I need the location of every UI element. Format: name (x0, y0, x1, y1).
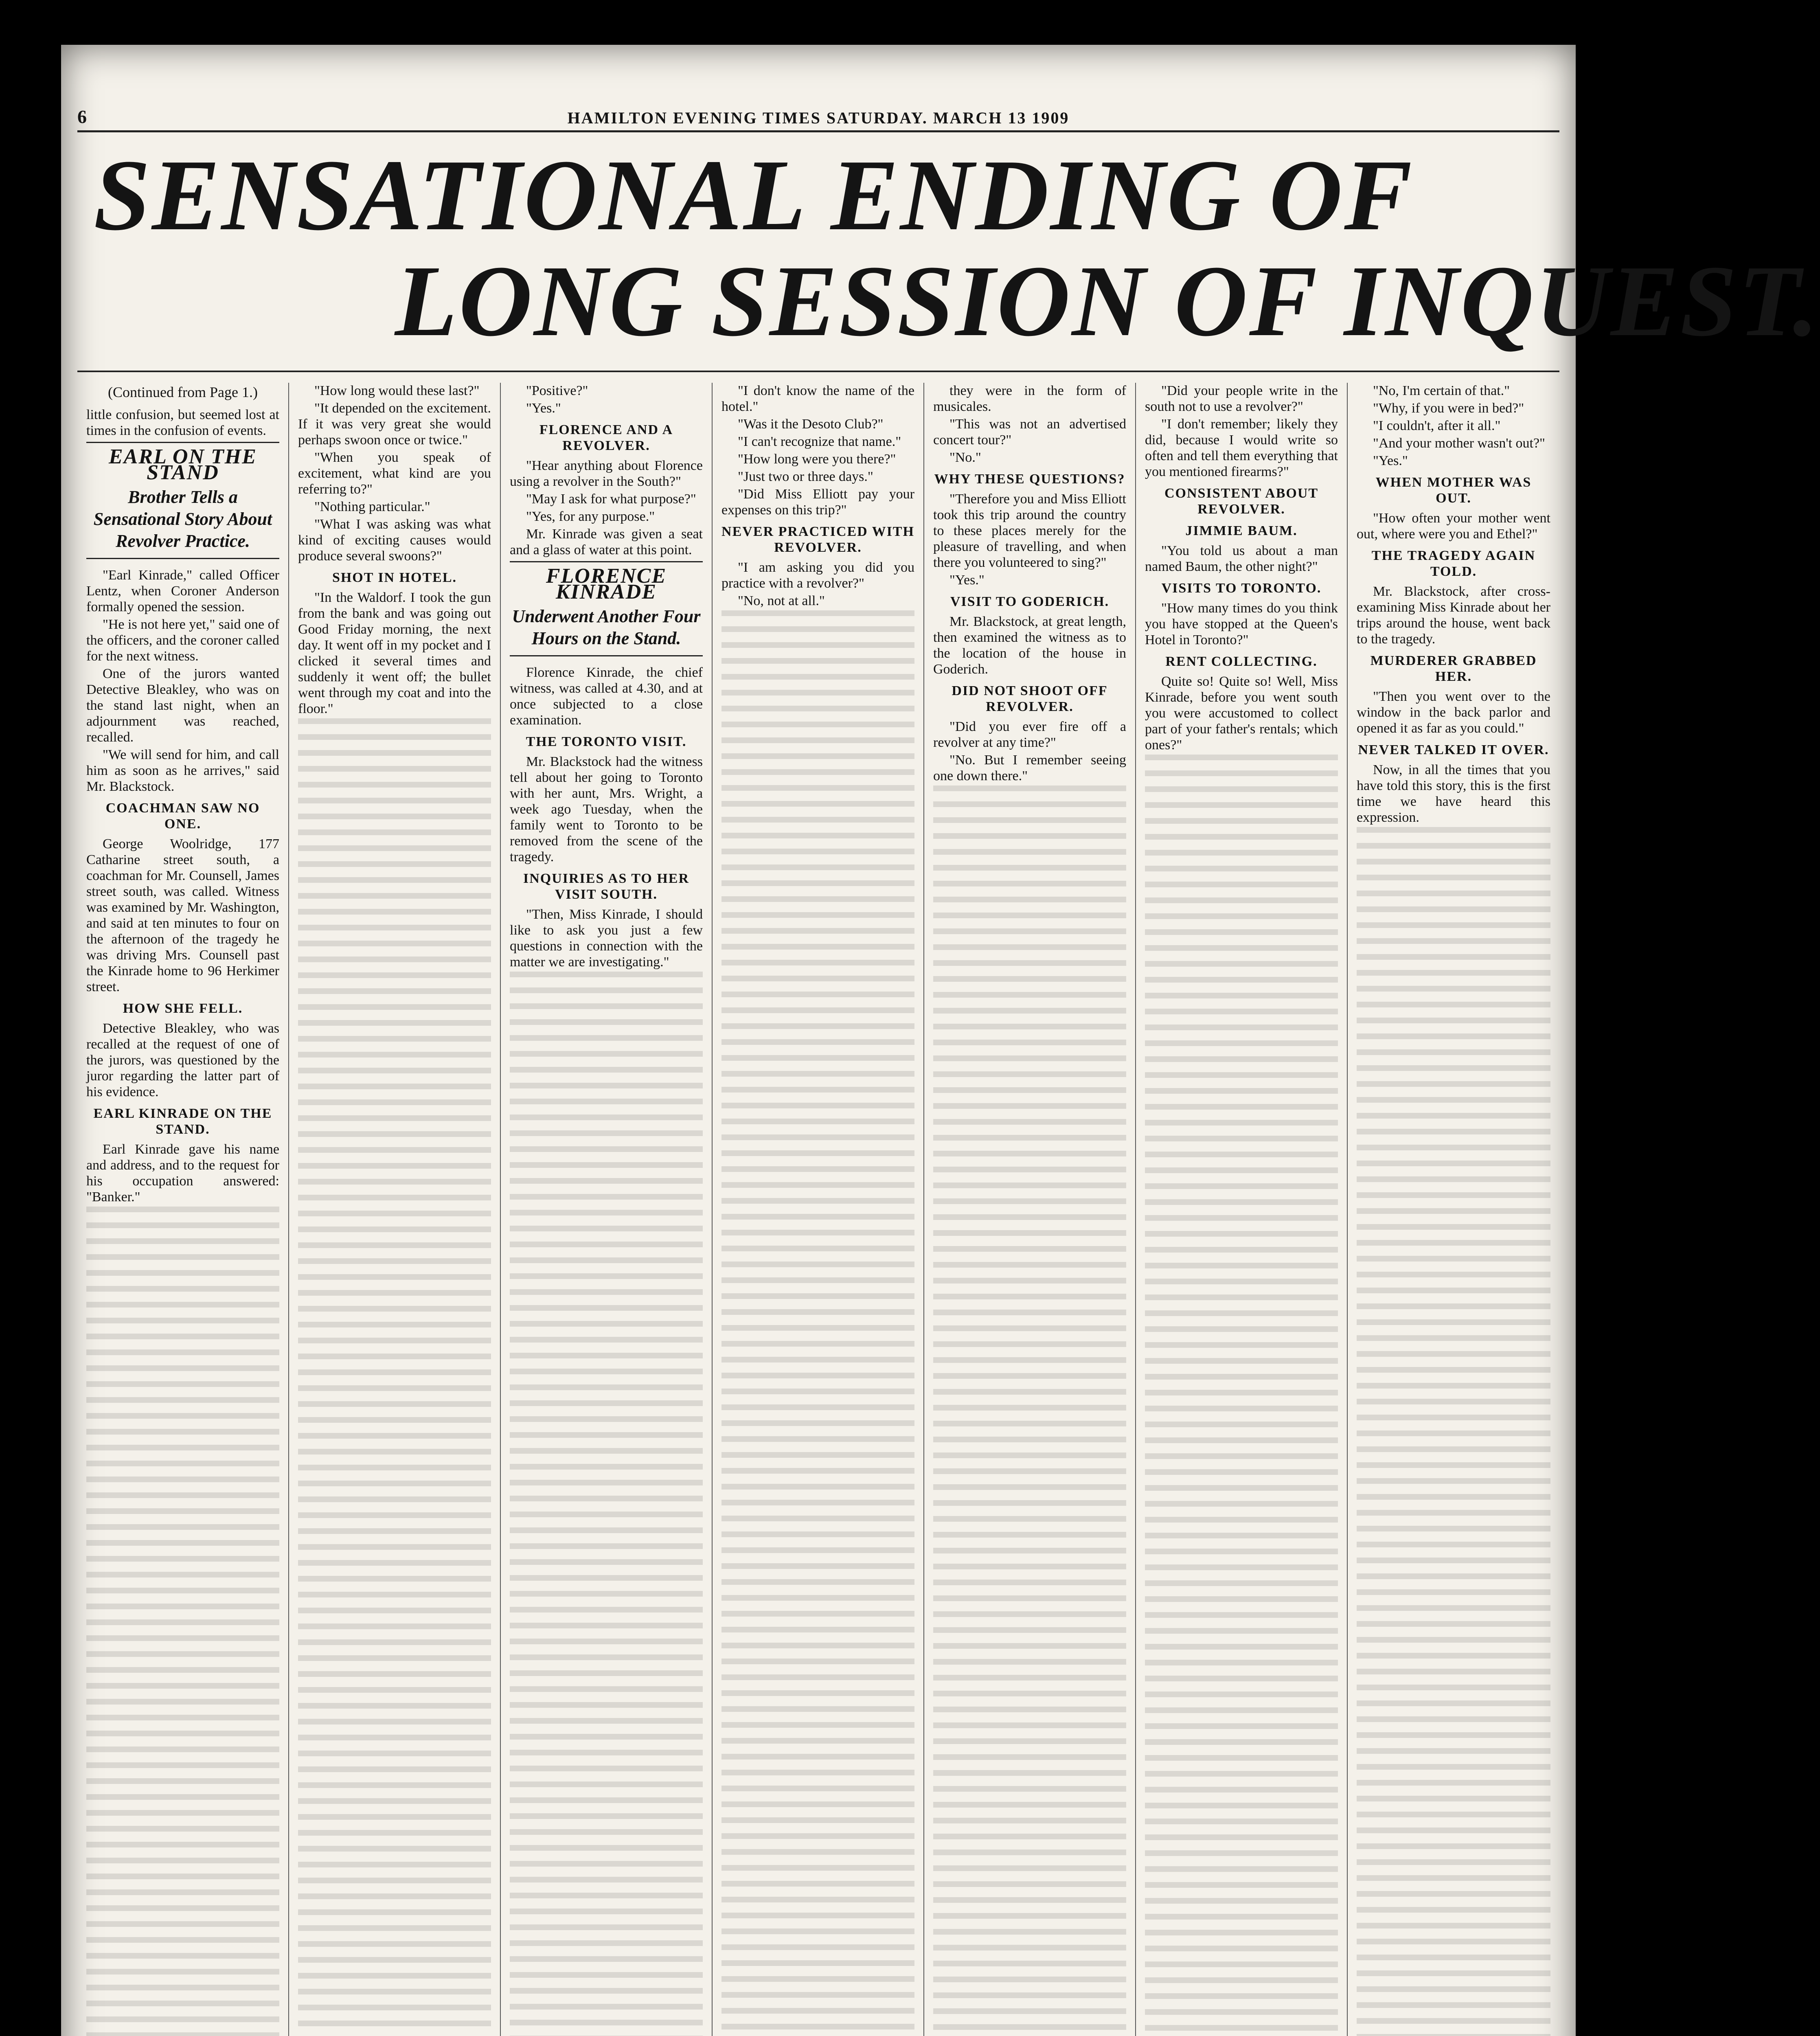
dateline: HAMILTON EVENING TIMES SATURDAY. MARCH 13 1909 (567, 109, 1070, 127)
column-2 (289, 383, 501, 2036)
paragraph: "I can't recognize that name." (738, 434, 901, 449)
paragraph: "Did your people write in the south not to use a revolver?" (1145, 383, 1338, 414)
paragraph: "Positive?" (526, 383, 588, 398)
subhead-box (510, 561, 703, 656)
subhead: MURDERER GRABBED HER. (1370, 653, 1537, 684)
paragraph: "Did you ever fire off a revolver at any time?" (933, 719, 1126, 750)
article-columns (77, 383, 1559, 2036)
paragraph: little confusion, but seemed lost at times in the confusion of events. (86, 407, 279, 438)
subhead: EARL KINRADE ON THE STAND. (93, 1106, 272, 1137)
body-text-lines (86, 1207, 279, 2036)
paragraph: "Yes." (1373, 453, 1408, 468)
body-text-lines (510, 972, 703, 2036)
subhead: FLORENCE AND A REVOLVER. (539, 422, 673, 453)
paragraph: "How long were you there?" (738, 452, 896, 467)
subhead: RENT COLLECTING. (1165, 654, 1318, 669)
subhead-deck: Brother Tells a Sensational Story About Revolver Practice. (93, 487, 272, 551)
paragraph: "No." (949, 450, 981, 465)
paragraph: "We will send for him, and call him as soon as he arrives," said Mr. Blackstock. (86, 747, 279, 794)
paragraph: "Yes, for any purpose." (526, 509, 655, 524)
headline-rule (77, 371, 1559, 372)
paragraph: "Earl Kinrade," called Officer Lentz, when Coroner Anderson formally opened the session. (86, 568, 279, 614)
body-text-lines (298, 718, 491, 2036)
body-text-lines (1357, 827, 1550, 2036)
paragraph: "I couldn't, after it all." (1373, 418, 1501, 433)
paragraph: "No, I'm certain of that." (1373, 383, 1510, 398)
paragraph: "May I ask for what purpose?" (526, 491, 696, 507)
page-number: 6 (77, 106, 87, 127)
paragraph: "Therefore you and Miss Elliott took this trip around the country to these places merely for the pleasure of travelling, and when there you volunteered to sing?" (933, 491, 1126, 570)
paragraph: "Then, Miss Kinrade, I should like to ask you just a few questions in connection with the matter we are investigating." (510, 907, 703, 970)
subhead: NEVER PRACTICED WITH REVOLVER. (721, 524, 914, 555)
subhead-box (86, 442, 279, 559)
column-3 (501, 383, 713, 2036)
subhead: INQUIRIES AS TO HER VISIT SOUTH. (523, 871, 690, 902)
paragraph: "How many times do you think you have stopped at the Queen's Hotel in Toronto?" (1145, 601, 1338, 647)
continued-from: (Continued from Page 1.) (108, 384, 258, 400)
subhead: WHEN MOTHER WAS OUT. (1375, 475, 1532, 506)
headline-line-1: SENSATIONAL ENDING OF (94, 139, 1414, 252)
paragraph: "How long would these last?" (314, 383, 480, 398)
paragraph: "Did Miss Elliott pay your expenses on this trip?" (721, 487, 914, 518)
paragraph: "I am asking you did you practice with a revolver?" (721, 560, 914, 591)
column-4 (713, 383, 924, 2036)
subhead: VISITS TO TORONTO. (1161, 581, 1322, 596)
paragraph: "What I was asking was what kind of exciting causes would produce several swoons?" (298, 517, 491, 564)
paragraph: "And your mother wasn't out?" (1373, 436, 1545, 451)
paragraph: "No, not at all." (738, 593, 825, 608)
body-text-lines (1145, 755, 1338, 2036)
newspaper-page (61, 45, 1820, 2036)
paragraph: "He is not here yet," said one of the officers, and the coroner called for the next witness. (86, 617, 279, 664)
paragraph: "Why, if you were in bed?" (1373, 401, 1524, 416)
paragraph: they were in the form of musicales. (933, 383, 1126, 414)
column-5 (924, 383, 1136, 2036)
subhead: HOW SHE FELL. (123, 1001, 243, 1016)
paragraph: "When you speak of excitement, what kind are you referring to?" (298, 450, 491, 497)
paragraph: "In the Waldorf. I took the gun from the bank and was going out Good Friday morning, the next day. It went off in my pocket and I clicked it several times and suddenly it went off; the bullet went through my coat and into the floor." (298, 590, 491, 716)
paragraph: "Then you went over to the window in the back parlor and opened it as far as you could." (1357, 689, 1550, 736)
subhead-deck: Underwent Another Four Hours on the Stand. (512, 606, 701, 648)
subhead: SHOT IN HOTEL. (332, 570, 457, 585)
paragraph: One of the jurors wanted Detective Bleakley, who was on the stand last night, when an adjournment was reached, recalled. (86, 666, 279, 745)
column-7 (1348, 383, 1559, 2036)
paragraph: "Hear anything about Florence using a revolver in the South?" (510, 458, 703, 489)
headline-line-2: LONG SESSION OF INQUEST. (395, 245, 1820, 358)
paragraph: Earl Kinrade gave his name and address, and to the request for his occupation answered: "Banker." (86, 1142, 279, 1204)
subhead: VISIT TO GODERICH. (950, 594, 1110, 609)
paragraph: "Nothing particular." (314, 499, 430, 514)
column-6 (1136, 383, 1348, 2036)
paragraph: Mr. Blackstock had the witness tell about her going to Toronto with her aunt, Mrs. Wright, a week ago Tuesday, when the family went to Toronto to be removed from the scene of the tragedy. (510, 754, 703, 864)
paragraph: "Was it the Desoto Club?" (738, 417, 884, 432)
folio-row (77, 106, 1559, 130)
paragraph: "You told us about a man named Baum, the other night?" (1145, 543, 1338, 574)
subhead: WHY THESE QUESTIONS? (934, 472, 1125, 487)
subhead: NEVER TALKED IT OVER. (1358, 742, 1549, 757)
subhead: THE TORONTO VISIT. (526, 734, 687, 749)
top-rule (77, 130, 1559, 132)
paragraph: "Yes." (526, 401, 561, 416)
subhead: FLORENCE KINRADE (546, 564, 667, 603)
body-text-lines (933, 785, 1126, 2036)
subhead: CONSISTENT ABOUT REVOLVER. (1164, 486, 1319, 517)
headline (77, 136, 1820, 362)
subhead: JIMMIE BAUM. (1185, 523, 1298, 538)
paragraph: "This was not an advertised concert tour?" (933, 417, 1126, 448)
paragraph: Detective Bleakley, who was recalled at the request of one of the jurors, was questioned by the juror regarding the latter part of his evidence. (86, 1021, 279, 1099)
paragraph: George Woolridge, 177 Catharine street south, a coachman for Mr. Counsell, James street south, was called. Witness was examined by Mr. Washington, and said at ten minutes to four on the afternoon of the tragedy he was driving Mrs. Counsell past the Kinrade home to 96 Herkimer street. (86, 836, 279, 994)
column-1 (77, 383, 289, 2036)
paragraph: "I don't remember; likely they did, because I would write so often and tell them everything that you mentioned firearms?" (1145, 417, 1338, 479)
paragraph: Mr. Blackstock, at great length, then examined the witness as to the location of the house in Goderich. (933, 614, 1126, 677)
paragraph: Mr. Blackstock, after cross-examining Miss Kinrade about her trips around the house, went back to the tragedy. (1357, 584, 1550, 647)
paragraph: Florence Kinrade, the chief witness, was called at 4.30, and at once subjected to a close examination. (510, 665, 703, 728)
paragraph: "Yes." (949, 573, 985, 588)
paragraph: "How often your mother went out, where were you and Ethel?" (1357, 511, 1550, 542)
paragraph: "Just two or three days." (738, 469, 873, 484)
body-text-lines (721, 610, 914, 2036)
subhead: COACHMAN SAW NO ONE. (105, 801, 260, 832)
paragraph: "I don't know the name of the hotel." (721, 383, 914, 414)
subhead: DID NOT SHOOT OFF REVOLVER. (952, 683, 1108, 714)
subhead: EARL ON THE STAND (109, 445, 257, 484)
paragraph: Now, in all the times that you have told this story, this is the first time we have heard this expression. (1357, 762, 1550, 825)
paragraph: Quite so! Quite so! Well, Miss Kinrade, before you went south you were accustomed to collect part of your father's rentals; which ones?" (1145, 674, 1338, 753)
subhead: THE TRAGEDY AGAIN TOLD. (1371, 548, 1536, 579)
paragraph: Mr. Kinrade was given a seat and a glass of water at this point. (510, 527, 703, 557)
paragraph: "It depended on the excitement. If it was very great she would perhaps swoon once or twice." (298, 401, 491, 448)
paragraph: "No. But I remember seeing one down there." (933, 753, 1126, 783)
